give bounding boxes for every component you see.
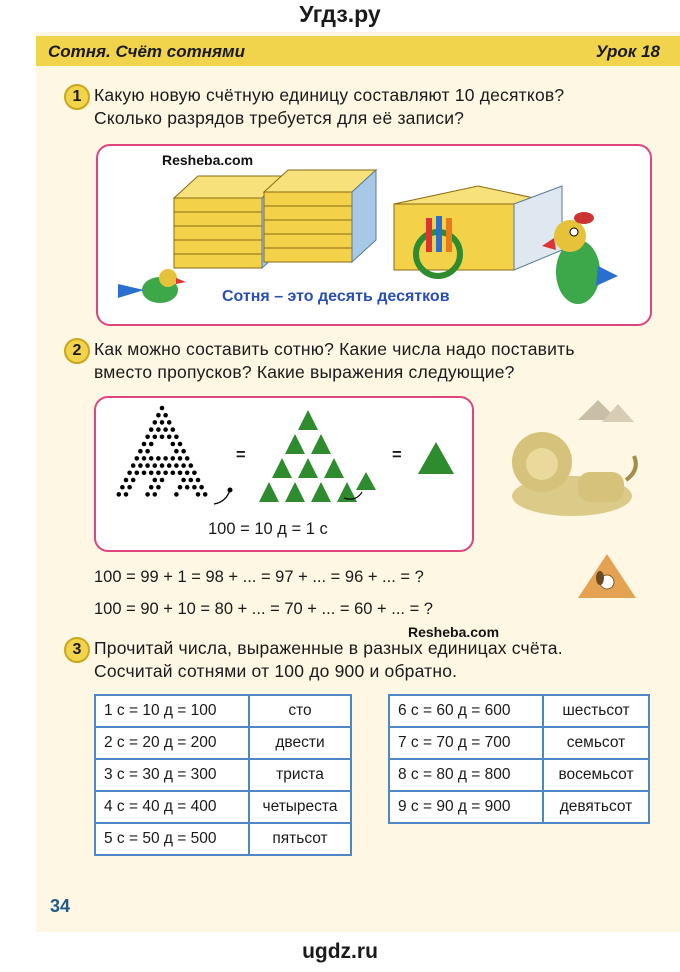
task-number-3: 3 xyxy=(64,637,90,663)
site-title-bottom: ugdz.ru xyxy=(302,940,378,963)
dot xyxy=(131,478,136,483)
table-cell-expression: 2 с = 20 д = 200 xyxy=(95,727,249,759)
table-row xyxy=(389,791,649,823)
dot xyxy=(181,463,186,468)
task-number-2: 2 xyxy=(64,338,90,364)
dot xyxy=(167,420,172,425)
page-number: 34 xyxy=(50,896,71,916)
dot xyxy=(160,406,165,411)
table-cell-expression: 8 с = 80 д = 800 xyxy=(389,759,543,791)
expression-line-1: 100 = 99 + 1 = 98 + ... = 97 + ... = 96 + ... = ? xyxy=(94,568,424,586)
table-cell-expression: 5 с = 50 д = 500 xyxy=(95,823,249,855)
box-1-caption: Сотня – это десять десятков xyxy=(222,288,450,305)
dot xyxy=(189,463,194,468)
big-triangle xyxy=(418,442,454,474)
table-row xyxy=(95,823,351,855)
dot xyxy=(153,435,158,440)
dot xyxy=(135,471,140,476)
dot xyxy=(127,471,132,476)
dot xyxy=(174,435,179,440)
dot xyxy=(178,471,183,476)
table-cell-word: двести xyxy=(249,727,351,759)
dot xyxy=(181,449,186,454)
table-cell-word: сто xyxy=(249,695,351,727)
dot xyxy=(149,442,154,447)
dot xyxy=(163,413,168,418)
dot xyxy=(124,492,129,497)
table-cell-expression: 7 с = 70 д = 700 xyxy=(389,727,543,759)
dot xyxy=(185,485,190,490)
box-2-equation: 100 = 10 д = 1 с xyxy=(208,520,328,538)
dot xyxy=(185,456,190,461)
dot xyxy=(156,456,161,461)
watermark-2: Resheba.com xyxy=(408,624,500,640)
table-cell-word: триста xyxy=(249,759,351,791)
dot xyxy=(192,485,197,490)
dot xyxy=(124,478,129,483)
hundreds-table-right xyxy=(388,694,650,824)
dot xyxy=(178,485,183,490)
small-green-triangle xyxy=(324,458,344,478)
dot xyxy=(156,485,161,490)
dot xyxy=(192,471,197,476)
dot xyxy=(174,449,179,454)
equals-sign-1: = xyxy=(236,446,246,464)
dot xyxy=(199,485,204,490)
task-2-line-1: Как можно составить сотню? Какие числа надо поставить xyxy=(94,339,575,359)
dot xyxy=(171,427,176,432)
dot xyxy=(149,471,154,476)
dot xyxy=(153,463,158,468)
task-2-line-2: вместо пропусков? Какие выражения следующие? xyxy=(94,362,515,382)
dot xyxy=(135,456,140,461)
dot xyxy=(142,442,147,447)
dot xyxy=(153,492,158,497)
illustration-box-1 xyxy=(96,144,652,326)
dot xyxy=(163,427,168,432)
table-cell-expression: 6 с = 60 д = 600 xyxy=(389,695,543,727)
dot xyxy=(138,449,143,454)
table-cell-word: четыреста xyxy=(249,791,351,823)
lesson-number: Урок 18 xyxy=(595,42,660,61)
task-1-text xyxy=(94,84,564,130)
small-green-triangle xyxy=(298,410,318,430)
dot xyxy=(145,449,150,454)
dot xyxy=(145,463,150,468)
dot xyxy=(189,478,194,483)
dot xyxy=(203,492,208,497)
task-number-1: 1 xyxy=(64,84,90,110)
site-title-top: Угдз.ру xyxy=(0,0,680,32)
dot xyxy=(117,492,122,497)
dot xyxy=(160,420,165,425)
task-3-line-1: Прочитай числа, выраженные в разных единицах счёта. xyxy=(94,638,563,658)
dot xyxy=(127,485,132,490)
table-cell-word: шестьсот xyxy=(543,695,649,727)
table-cell-expression: 9 с = 90 д = 900 xyxy=(389,791,543,823)
dot xyxy=(156,427,161,432)
dot xyxy=(153,420,158,425)
dot xyxy=(163,471,168,476)
dot xyxy=(163,456,168,461)
task-3-text xyxy=(94,637,563,683)
dog-triangle-icon xyxy=(576,552,638,600)
dot xyxy=(145,435,150,440)
dot xyxy=(149,427,154,432)
dot-triangle xyxy=(117,406,208,497)
lesson-header xyxy=(36,36,680,66)
dot xyxy=(142,471,147,476)
expression-line-2: 100 = 90 + 10 = 80 + ... = 70 + ... = 60 + ... = ? xyxy=(94,600,433,618)
task-1-line-2: Сколько разрядов требуется для её записи? xyxy=(94,108,465,128)
dot xyxy=(196,492,201,497)
task-2-text xyxy=(94,338,575,384)
dot xyxy=(174,463,179,468)
dot xyxy=(131,463,136,468)
table-cell-expression: 1 с = 10 д = 100 xyxy=(95,695,249,727)
small-green-triangle xyxy=(285,434,305,454)
dot xyxy=(185,471,190,476)
small-green-triangle xyxy=(272,458,292,478)
dot xyxy=(171,442,176,447)
equals-sign-2: = xyxy=(392,446,402,464)
small-green-triangle xyxy=(259,482,279,502)
dot xyxy=(142,456,147,461)
dot xyxy=(178,442,183,447)
single-small-triangle xyxy=(356,472,376,490)
small-bird-icon xyxy=(118,269,186,303)
hundreds-table-left xyxy=(94,694,352,856)
illustration-box-2 xyxy=(94,396,474,552)
small-green-triangle xyxy=(298,458,318,478)
table-cell-expression: 4 с = 40 д = 400 xyxy=(95,791,249,823)
dot xyxy=(171,456,176,461)
dot xyxy=(149,456,154,461)
dot xyxy=(149,485,154,490)
table-row xyxy=(389,759,649,791)
dot xyxy=(178,456,183,461)
dot xyxy=(167,463,172,468)
dot xyxy=(156,413,161,418)
table-cell-word: пятьсот xyxy=(249,823,351,855)
table-cell-expression: 3 с = 30 д = 300 xyxy=(95,759,249,791)
table-row xyxy=(389,695,649,727)
dot xyxy=(181,478,186,483)
dot xyxy=(153,478,158,483)
dot xyxy=(160,478,165,483)
table-row xyxy=(95,695,351,727)
dot xyxy=(171,471,176,476)
small-green-triangle xyxy=(285,482,305,502)
table-row xyxy=(95,759,351,791)
small-green-triangle xyxy=(311,434,331,454)
dot xyxy=(138,463,143,468)
watermark: Resheba.com xyxy=(162,152,254,168)
pencil-pack-stack-2 xyxy=(264,170,376,262)
lesson-title: Сотня. Счёт сотнями xyxy=(48,42,245,61)
sphinx-lion-illustration xyxy=(498,400,648,530)
dot xyxy=(156,471,161,476)
dot xyxy=(120,485,125,490)
task-1-line-1: Какую новую счётную единицу составляют 10 десятков? xyxy=(94,85,565,105)
table-row xyxy=(95,791,351,823)
dot xyxy=(196,478,201,483)
textbook-page xyxy=(36,32,680,932)
big-pencil-box xyxy=(394,186,562,276)
table-row xyxy=(95,727,351,759)
dot xyxy=(145,492,150,497)
green-triangle-group xyxy=(259,410,357,502)
dot xyxy=(174,492,179,497)
table-cell-word: девятьсот xyxy=(543,791,649,823)
task-3-line-2: Сосчитай сотнями от 100 до 900 и обратно. xyxy=(94,661,458,681)
dot xyxy=(160,463,165,468)
dot xyxy=(167,435,172,440)
small-green-triangle xyxy=(311,482,331,502)
table-cell-word: восемьсот xyxy=(543,759,649,791)
dot xyxy=(160,435,165,440)
table-cell-word: семьсот xyxy=(543,727,649,759)
table-row xyxy=(389,727,649,759)
